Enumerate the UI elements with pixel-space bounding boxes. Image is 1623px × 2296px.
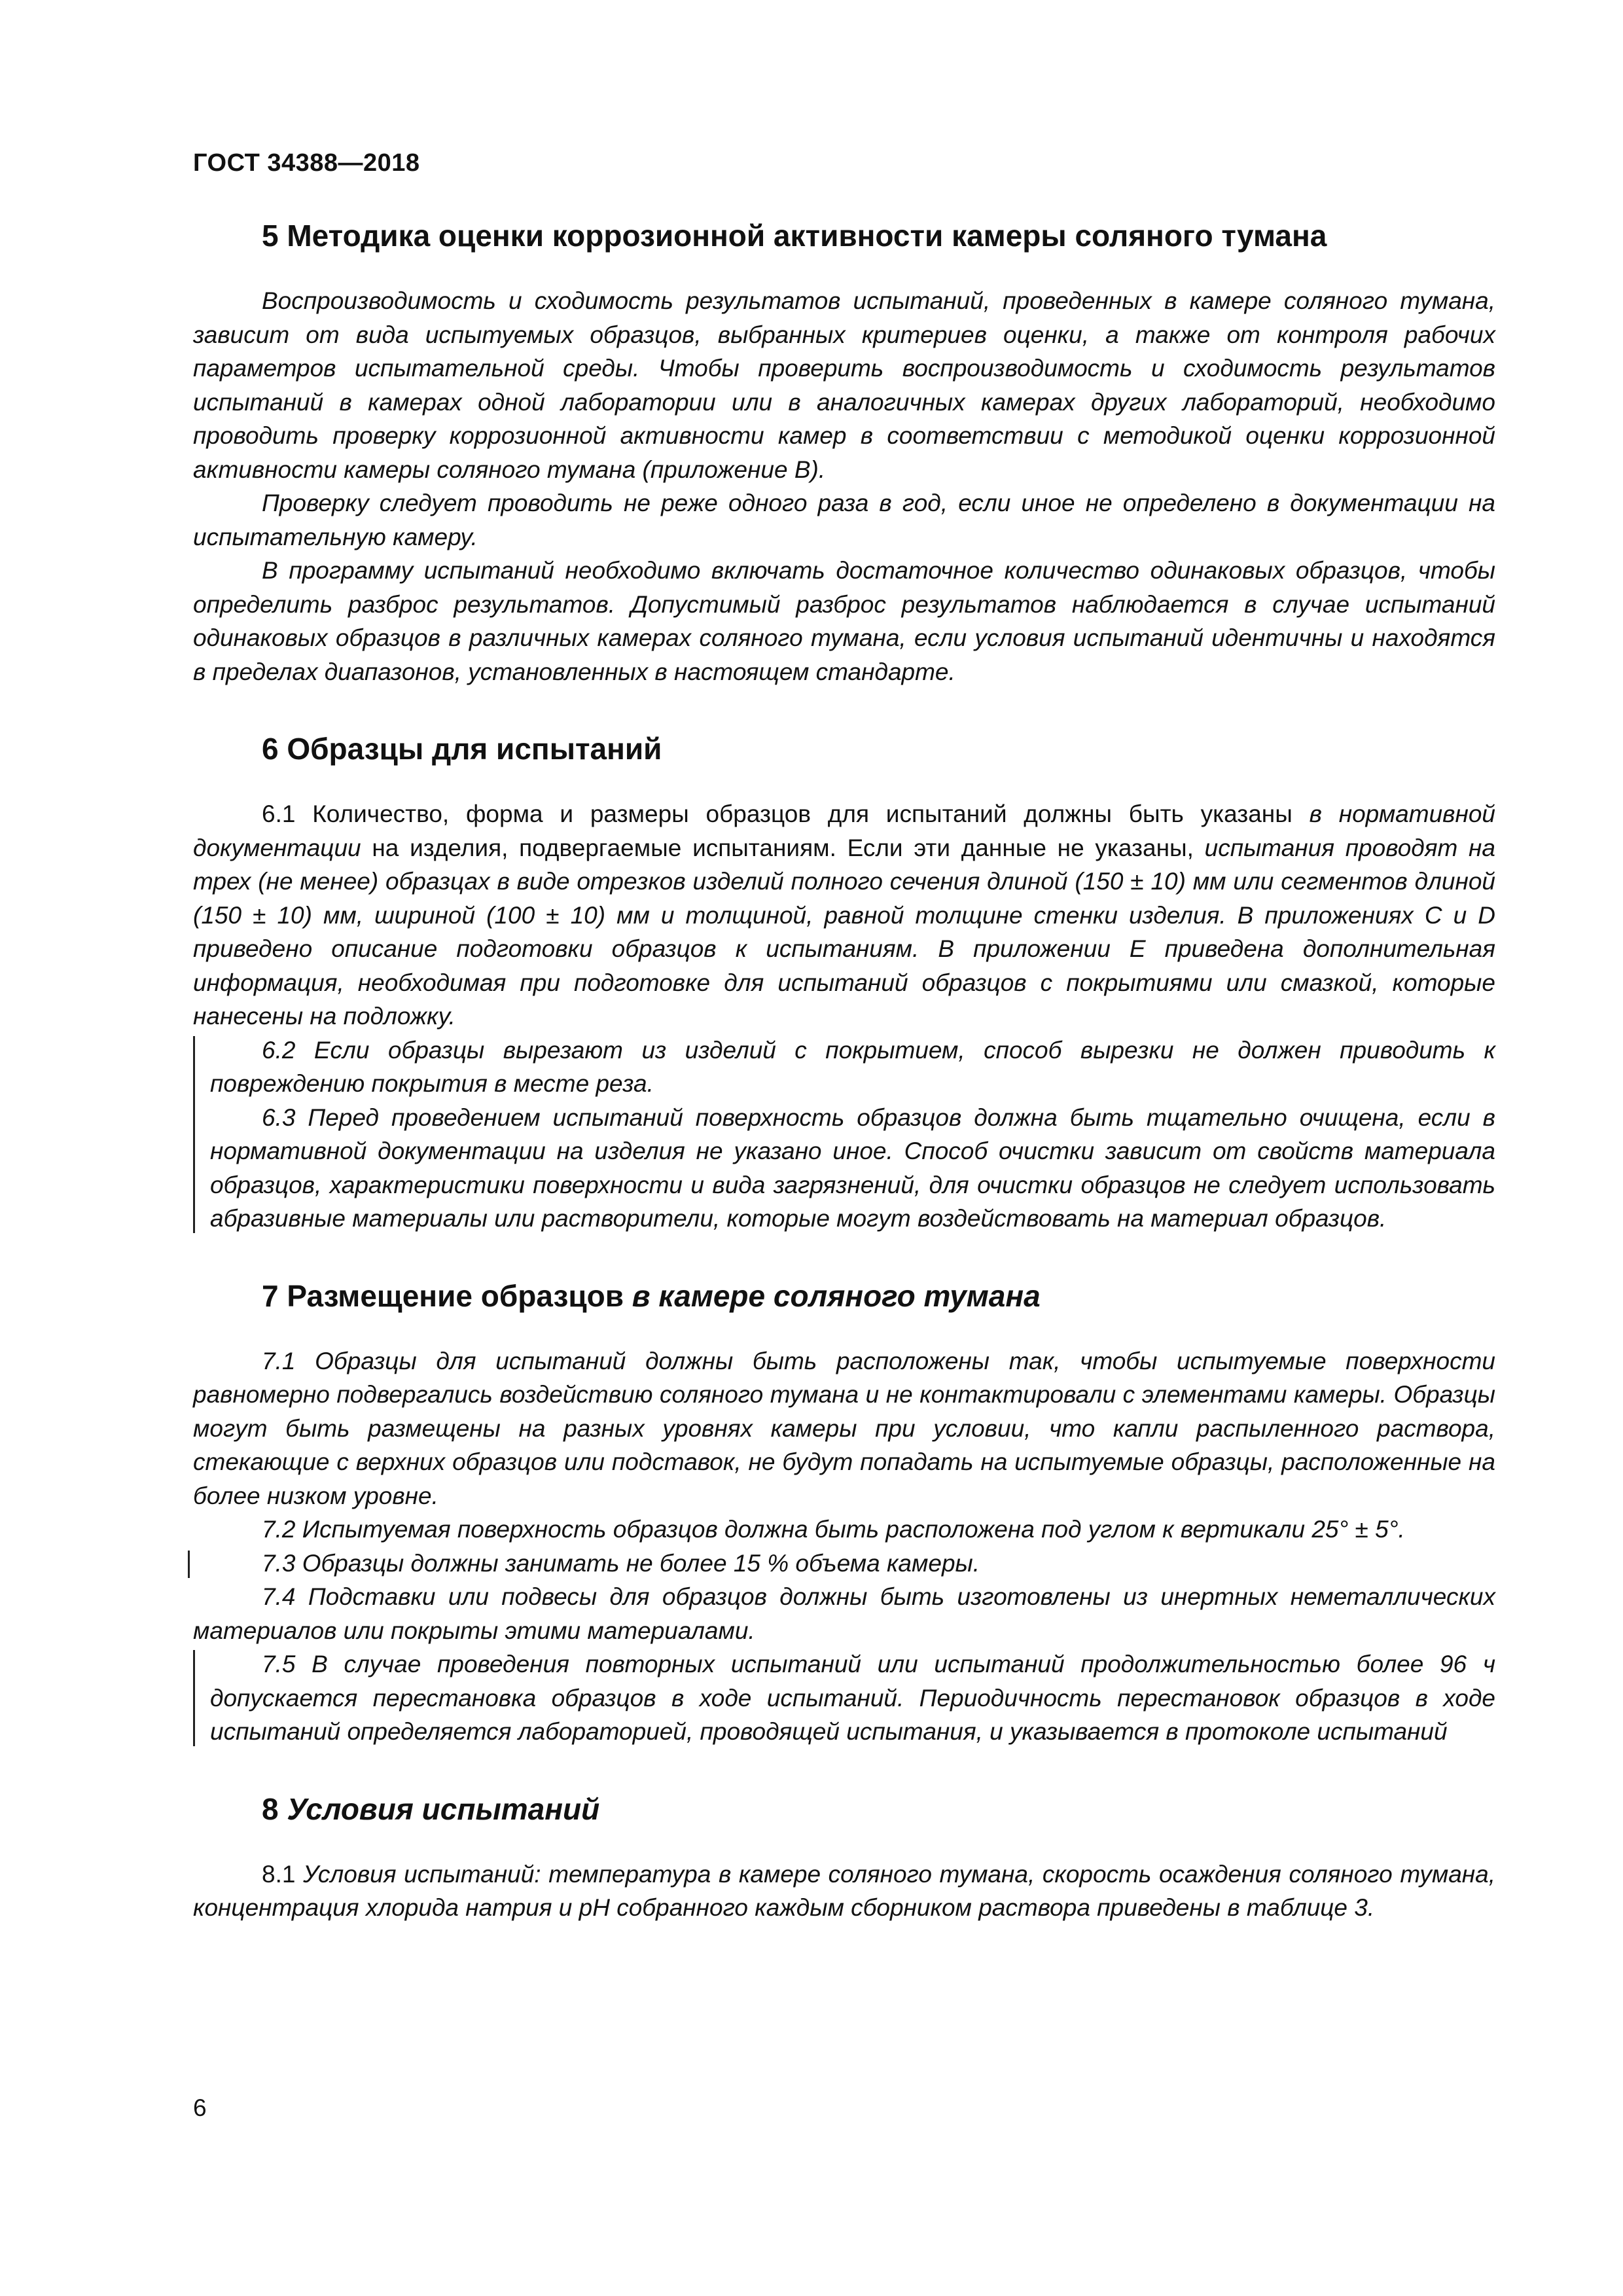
- section-6-paragraph-3: 6.3 Перед проведением испытаний поверхность образцов должна быть тщательно очищена, если в нормативной документации на изделия не указано иное. Способ очистки зависит от свойств материала образцов, характеристики поверхности и вида загрязнений, для очистки образцов не следует использовать абразивные материалы или растворители, которые могут воздействовать на материал образцов.: [210, 1103, 1495, 1232]
- section-7-paragraph-3: 7.3 Образцы должны занимать не более 15 % объема камеры.: [193, 1547, 1495, 1581]
- section-6: [193, 729, 1495, 1236]
- section-7-title: [193, 1276, 1495, 1316]
- section-8-title: [193, 1789, 1495, 1829]
- section-8-title-part-b: Условия испытаний: [287, 1791, 600, 1826]
- section-5-title: 5 Методика оценки коррозионной активности камеры соляного тумана: [262, 219, 1327, 253]
- section-6-paragraph-2: 6.2 Если образцы вырезают из изделий с покрытием, способ вырезки не должен приводить к повреждению покрытия в месте реза.: [210, 1036, 1495, 1097]
- section-5-paragraph-3: В программу испытаний необходимо включать достаточное количество одинаковых образцов, чтобы определить разброс результатов. Допустимый разброс результатов наблюдается в случае испытаний одинаковых образцов в различных камерах соляного тумана, если условия испытаний идентичны и находятся в пределах диапазонов, установленных в настоящем стандарте.: [193, 557, 1495, 685]
- section-7-paragraph-4: 7.4 Подставки или подвесы для образцов должны быть изготовлены из инертных неметаллических материалов или покрыты этими материалами.: [193, 1583, 1495, 1644]
- document-code: ГОСТ 34388—2018: [193, 149, 420, 177]
- page-content: [193, 216, 1495, 1965]
- section-7-title-part-b: в камере соляного тумана: [632, 1278, 1041, 1313]
- section-6-paragraph-1-part-d: испытания проводят на трех (не менее) образцах в виде отрезков изделий полного сечения длиной (150 ± 10) мм или сегментов длиной (150 ± 10) мм, шириной (100 ± 10) мм и толщиной, равной толщине стенки изделия. В приложениях С и D приведено описание подготовки образцов к испытаниям. В приложении Е приведена дополнительная информация, необходимая при подготовке для испытаний образцов с покрытиями или смазкой, которые нанесены на подложку.: [193, 834, 1495, 1030]
- revision-marked-block-6: [193, 1033, 1495, 1236]
- page-number: 6: [193, 2094, 207, 2121]
- section-6-paragraph-1: [193, 797, 1495, 1033]
- section-6-title: 6 Образцы для испытаний: [262, 732, 662, 766]
- section-5-paragraph-1: Воспроизводимость и сходимость результатов испытаний, проведенных в камере соляного тумана, зависит от вида испытуемых образцов, выбранных критериев оценки, а также от контроля рабочих параметров испытательной среды. Чтобы проверить воспроизводимость и сходимость результатов испытаний в камерах одной лаборатории или в аналогичных камерах других лабораторий, необходимо проводить проверку коррозионной активности камер в соответствии с методикой оценки коррозионной активности камеры соляного тумана (приложение В).: [193, 287, 1495, 483]
- section-7-paragraph-5: 7.5 В случае проведения повторных испытаний или испытаний продолжительностью более 96 ч допускается перестановка образцов в ходе испытаний. Периодичность перестановок образцов в ходе испытаний определяется лабораторией, проводящей испытания, и указывается в протоколе испытаний: [210, 1651, 1495, 1745]
- section-6-paragraph-1-part-c: на изделия, подвергаемые испытаниям. Если эти данные не указаны,: [361, 834, 1205, 861]
- section-8-paragraph-1-part-b: Условия испытаний: температура в камере соляного тумана, скорость осаждения соляного тумана, концентрация хлорида натрия и рН собранного каждым сборником раствора приведены в таблице 3.: [193, 1860, 1495, 1921]
- section-8-paragraph-1-part-a: 8.1: [262, 1860, 304, 1888]
- revision-marked-block-7: [193, 1647, 1495, 1749]
- section-7-title-part-a: 7 Размещение образцов: [262, 1278, 632, 1313]
- section-6-paragraph-1-part-b: в нормативной документации: [193, 800, 1495, 861]
- section-5: [193, 216, 1495, 689]
- section-8-paragraph-1: [193, 1857, 1495, 1925]
- section-7-paragraph-1: 7.1 Образцы для испытаний должны быть расположены так, чтобы испытуемые поверхности равномерно подвергались воздействию соляного тумана и не контактировали с элементами камеры. Образцы могут быть размещены на разных уровнях камеры при условии, что капли распыленного раствора, стекающие с верхних образцов или подставок, не будут попадать на испытуемые образцы, расположенные на более низком уровне.: [193, 1347, 1495, 1509]
- section-7: [193, 1276, 1495, 1749]
- section-8-title-part-a: 8: [262, 1791, 287, 1826]
- section-6-paragraph-1-part-a: 6.1 Количество, форма и размеры образцов для испытаний должны быть указаны: [262, 800, 1310, 827]
- section-8: [193, 1789, 1495, 1925]
- section-7-paragraph-2: 7.2 Испытуемая поверхность образцов должна быть расположена под углом к вертикали 25° ± 5°.: [262, 1516, 1405, 1543]
- section-5-paragraph-2: Проверку следует проводить не реже одного раза в год, если иное не определено в документации на испытательную камеру.: [193, 490, 1495, 550]
